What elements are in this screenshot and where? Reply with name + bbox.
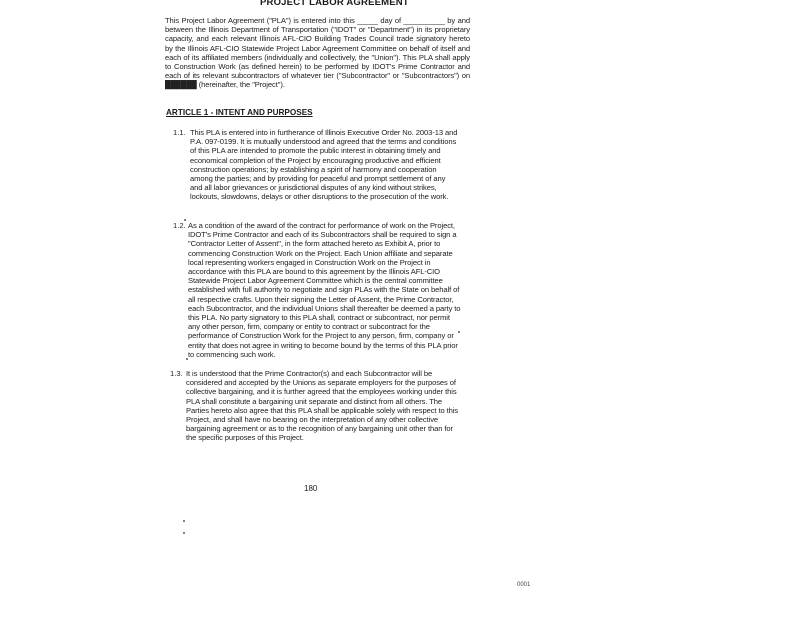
intro-paragraph: This Project Labor Agreement ("PLA") is entered into this _____ day of __________ by and between the Illinois Department of Transportation ("IDOT" or "Department") in its proprietary capacity, and each relevant Illinois AFL-CIO Building Trades Council trade signatory hereto by the Illinois AFL-CIO Statewide Project Labor Agreement Committee on behalf of itself and each of its affiliated members (individually and collectively, the "Union"). This PLA shall apply to Construction Work (as defined herein) to be performed by IDOT's Prime Contractor and each of its relevant subcontractors of whatever tier ("Subcontractor" or "Subcontractors") on ██████ (hereinafter, the "Project"). — [165, 16, 470, 90]
scan-speck — [183, 520, 185, 522]
section-number: 1.1. — [173, 128, 186, 137]
scan-speck — [186, 358, 188, 360]
article-heading: ARTICLE 1 - INTENT AND PURPOSES — [166, 108, 313, 117]
corner-stamp: 0001 — [517, 582, 531, 588]
scan-speck — [458, 331, 460, 333]
section-number: 1.3. — [170, 369, 183, 378]
section-text: It is understood that the Prime Contractor(s) and each Subcontractor will be considered and accepted by the Unions as separate employers for the purposes of collective bargaining, and it is further agreed that the employees working under this PLA shall constitute a bargaining unit separate and distinct from all others. The Parties hereto also agree that this PLA shall be applicable solely with respect to this Project, and shall have no bearing on the interpretation of any other collective bargaining agreement or as to the recognition of any bargaining unit other than for the specific purposes of this Project. — [186, 369, 459, 443]
section-text: As a condition of the award of the contract for performance of work on the Project, IDOT's Prime Contractor and each of its Subcontractors shall be required to sign a "Contractor Letter of Assent", in the form attached hereto as Exhibit A, prior to commencing Construction Work on the Project. Each Union affiliate and separate local representing workers engaged in Construction Work on the Project in accordance with this PLA are bound to this agreement by the Illinois AFL-CIO Statewide Project Labor Agreement Committee which is the central committee established with full authority to negotiate and sign PLAs with the State on behalf of all respective crafts. Upon their signing the Letter of Assent, the Prime Contractor, each Subcontractor, and the individual Unions shall thereafter be deemed a party to this PLA. No party signatory to this PLA shall, contract or subcontract, nor permit any other person, firm, company or entity to contract or subcontract for the performance of Construction Work for the Project to any person, firm, company or entity that does not agree in writing to become bound by the terms of this PLA prior to commencing such work. — [188, 221, 461, 359]
page-number: 180 — [304, 484, 318, 493]
scan-speck — [184, 219, 186, 221]
section-number: 1.2. — [173, 221, 186, 230]
section-text: This PLA is entered into in furtherance of Illinois Executive Order No. 2003-13 and P.A. 097-0199. It is mutually understood and agreed that the terms and conditions of this PLA are intended to promote the public interest in obtaining timely and economical completion of the Project by encouraging productive and efficient construction operations; by establishing a spirit of harmony and cooperation among the parties; and by providing for peaceful and prompt settlement of any and all labor grievances or jurisdictional disputes of any kind without strikes, lockouts, slowdowns, delays or other disruptions to the prosecution of the work. — [190, 128, 458, 202]
document-title: PROJECT LABOR AGREEMENT — [260, 0, 409, 8]
scan-speck — [183, 532, 185, 534]
